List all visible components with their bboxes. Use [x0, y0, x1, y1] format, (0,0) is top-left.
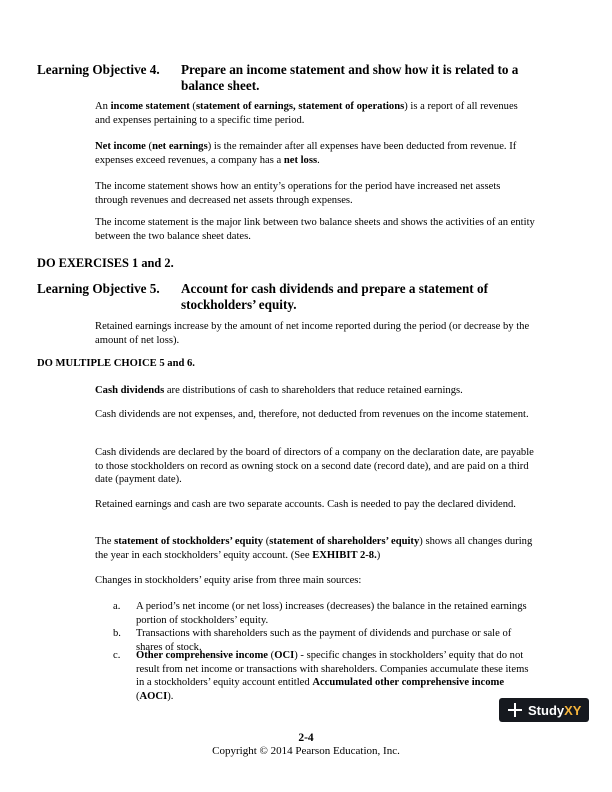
plus-icon — [508, 703, 522, 717]
studyxy-badge[interactable] — [499, 698, 589, 722]
paragraph-not-expenses: Cash dividends are not expenses, and, therefore, not deducted from revenues on the income statement. — [95, 409, 529, 420]
multiple-choice-instruction: DO MULTIPLE CHOICE 5 and 6. — [37, 358, 195, 369]
paragraph-declared-dividends: Cash dividends are declared by the board of directors of a company on the declaration date, are payable to those stockholders on record as owning stock on a second date (record date), and are paid on a third date (payment date). — [95, 447, 534, 486]
badge-word-xy: XY — [564, 702, 582, 718]
paragraph-net-income: Net income (net earnings) is the remainder after all expenses have been deducted from revenue. If expenses exceed revenues, a company has a net loss. — [95, 141, 517, 166]
paragraph-stockholders-equity-statement: The statement of stockholders’ equity (statement of shareholders’ equity) shows all changes during the year in each stockholders’ equity account. (See EXHIBIT 2-8.) — [95, 536, 533, 561]
paragraph-operations: The income statement shows how an entity’s operations for the period have increased net assets through revenues and decreased net assets through expenses. — [95, 181, 501, 206]
list-marker-b: b. — [113, 628, 121, 639]
list-item-b: Transactions with shareholders such as the payment of dividends and purchase or sale of shares of stock. — [136, 628, 512, 653]
list-marker-c: c. — [113, 650, 121, 661]
paragraph-separate-accounts: Retained earnings and cash are two separate accounts. Cash is needed to pay the declared dividend. — [95, 499, 516, 510]
learning-objective-4-label: Learning Objective 4. — [37, 62, 160, 77]
badge-word-study: Study — [528, 702, 565, 718]
paragraph-three-sources: Changes in stockholders’ equity arise from three main sources: — [95, 575, 362, 586]
learning-objective-5-title: Account for cash dividends and prepare a statement of stockholders’ equity. — [181, 281, 488, 312]
paragraph-income-statement: An income statement (statement of earnings, statement of operations) is a report of all revenues and expenses pertaining to a specific time period. — [95, 101, 518, 126]
exercise-instruction: DO EXERCISES 1 and 2. — [37, 256, 174, 270]
copyright-notice: Copyright © 2014 Pearson Education, Inc. — [212, 745, 400, 757]
learning-objective-4-title: Prepare an income statement and show how it is related to a balance sheet. — [181, 62, 519, 93]
paragraph-cash-dividends: Cash dividends are distributions of cash to shareholders that reduce retained earnings. — [95, 385, 463, 396]
page-number: 2-4 — [298, 732, 314, 744]
list-item-c: Other comprehensive income (OCI) - specific changes in stockholders’ equity that do not result from net income or transactions with shareholders. Companies accumulate these items in a stockholders’ equity account entitled Accumulated other comprehensive income (AOCI). — [136, 650, 529, 702]
paragraph-major-link: The income statement is the major link between two balance sheets and shows the activities of an entity between the two balance sheet dates. — [95, 217, 535, 242]
list-item-a: A period’s net income (or net loss) increases (decreases) the balance in the retained earnings portion of stockholders’ equity. — [136, 601, 527, 626]
list-marker-a: a. — [113, 601, 121, 612]
learning-objective-5-label: Learning Objective 5. — [37, 281, 160, 296]
paragraph-retained-earnings: Retained earnings increase by the amount of net income reported during the period (or decrease by the amount of net loss). — [95, 321, 530, 346]
